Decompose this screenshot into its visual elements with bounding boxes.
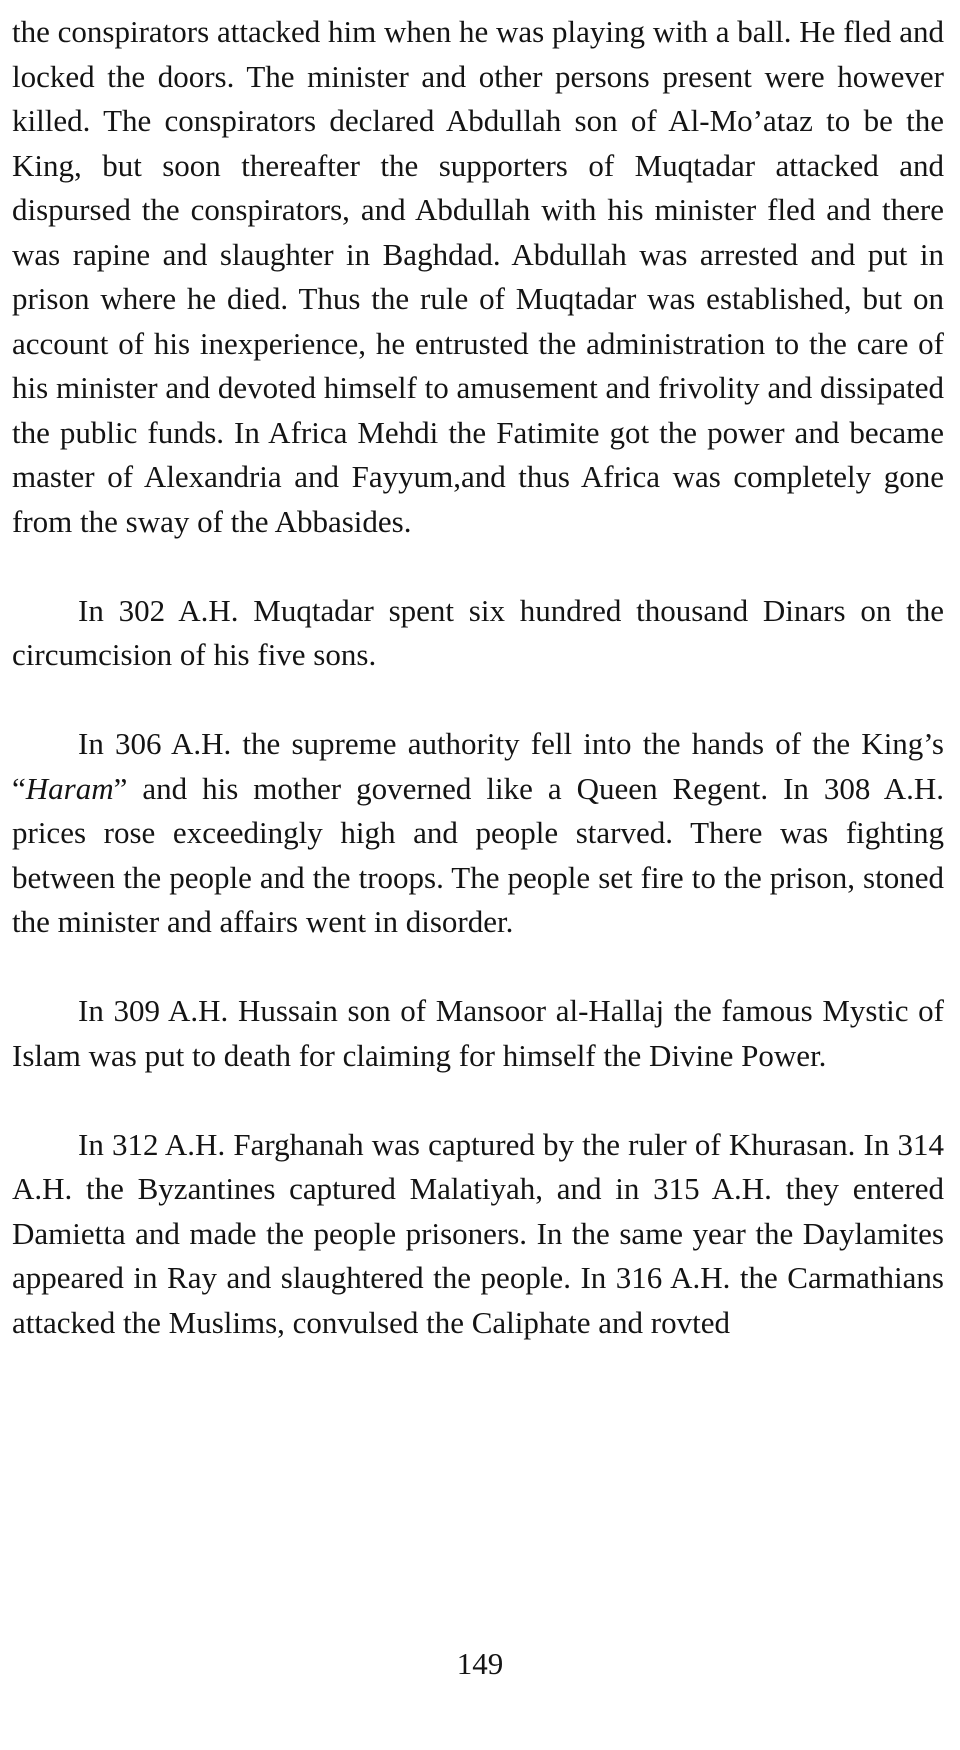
- paragraph-306-ah-text-after: ” and his mother governed like a Queen Regent. In 308 A.H. prices rose exceedingly high and people starved. There was fighting between the people and the troops. The people set fire to the prison, stoned the minister and affairs went in disorder.: [12, 770, 944, 939]
- paragraph-302-ah: In 302 A.H. Muqtadar spent six hundred thousand Dinars on the circumcision of his five sons.: [12, 592, 944, 672]
- paragraph-312-ah: In 312 A.H. Farghanah was captured by the ruler of Khurasan. In 314 A.H. the Byzantines captured Malatiyah, and in 315 A.H. they entered Damietta and made the people prisoners. In the same year the Daylamites appeared in Ray and slaughtered the people. In 316 A.H. the Carmathians attacked the Muslims, convulsed the Caliphate and rovted: [12, 1126, 944, 1340]
- paragraph-306-ah-text-before: In 306 A.H. the supreme authority fell into the hands of the King’s “: [12, 726, 944, 806]
- paragraph-309-ah: In 309 A.H. Hussain son of Mansoor al-Hallaj the famous Mystic of Islam was put to death for claiming for himself the Divine Power.: [12, 993, 944, 1073]
- paragraph-306-ah-italic-term: Haram: [25, 770, 114, 806]
- page-number: 149: [456, 1646, 504, 1681]
- paragraph-306-ah: [12, 722, 944, 945]
- paragraph-continuation: the conspirators attacked him when he was playing with a ball. He fled and locked the doors. The minister and other persons present were however killed. The conspirators declared Abdullah son of Al-Mo’ataz to be the King, but soon thereafter the supporters of Muqtadar attacked and dispursed the conspirators, and Abdullah with his minister fled and there was rapine and slaughter in Baghdad. Abdullah was arrested and put in prison where he died. Thus the rule of Muqtadar was established, but on account of his inexperience, he entrusted the administration to the care of his minister and devoted himself to amusement and frivolity and dissipated the public funds. In Africa Mehdi the Fatimite got the power and became master of Alexandria and Fayyum,and thus Africa was completely gone from the sway of the Abbasides.: [12, 14, 944, 539]
- body-text: [12, 10, 944, 1345]
